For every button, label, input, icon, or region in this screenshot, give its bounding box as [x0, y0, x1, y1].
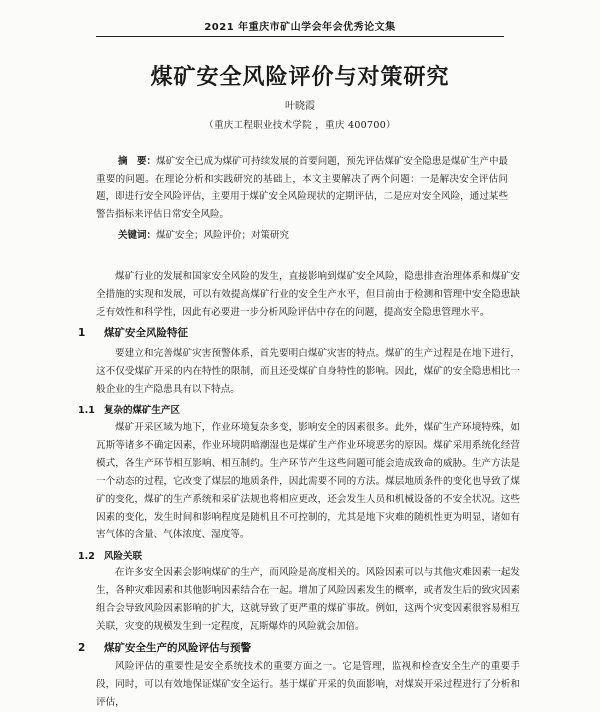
section-1-paragraph: 要建立和完善煤矿灾害预警体系，首先要明白煤矿灾害的特点。煤矿的生产过程是在地下进行，这不仅受煤矿开采的内在特性的限制，而且还受煤矿自身特性的影响。因此，煤矿的安全隐患相比一般企业的生产隐患具有以下特点。 — [96, 348, 520, 395]
intro-paragraph: 煤矿行业的发展和国家安全风险的发生，直接影响到煤矿安全风险，隐患排查治理体系和煤矿安全措施的实现和发展，可以有效提高煤矿行业的安全生产水平，但目前由于检测和管理中安全隐患缺乏有效性和科学性，因此有必要进一步分析风险评估中存在的问题，提高安全隐患管理水平。 — [96, 271, 520, 318]
abstract-label: 摘 要： — [118, 156, 157, 167]
section-1-1-heading — [78, 402, 180, 416]
section-number: 1.1 — [78, 405, 95, 416]
keywords-label: 关键词： — [118, 230, 157, 241]
section-number: 1.2 — [78, 551, 95, 562]
abstract — [96, 153, 508, 223]
section-1-1-paragraph: 煤矿开采区域为地下，作业环境复杂多变，影响安全的因素很多。此外，煤矿生产环境特殊，如瓦斯等诸多不确定因素，作业环境阴暗潮湿也是煤矿生产作业环境恶劣的原因。煤矿采用系统化经营模式，各生产环节相互影响、相互制约。生产环节产生这些问题可能会造成致命的威胁。生产方法是一个动态的过程，它改变了煤层的地质条件，因此需要不同的方法。煤层地质条件的变化也导致了煤矿的变化，煤矿的生产系统和采矿法规也将相应更改，还会发生人员和机械设备的不安全状况。这些因素的变化，发生时间和影响程度是随机且不可控制的，尤其是地下灾难的随机性更为明显，诸如有害气体的含量、气体浓度、湿度等。 — [96, 422, 520, 541]
section-2-heading — [78, 640, 251, 655]
section-2-paragraph: 风险评估的重要性是安全系统技术的重要方面之一。它是管理，监视和检查安全生产的重要手段，同时，可以有效地保证煤矿安全运行。基于煤矿开采的负面影响，对煤炭开采过程进行了分析和评估， — [96, 661, 520, 708]
author: 叶晓霞 — [285, 101, 315, 112]
abstract-text: 煤矿安全已成为煤矿可持续发展的首要问题，预先评估煤矿安全隐患是煤矿生产中最重要的问题。在理论分析和实践研究的基础上，本文主要解决了两个问题：一是解决安全评估问题，即进行安全风险评估，主要用于煤矿安全风险现状的定期评估，二是应对安全风险，通过某些警告指标来评估日常安全风险。 — [96, 156, 508, 220]
section-title: 煤矿安全风险特征 — [104, 327, 188, 339]
section-title: 煤矿安全生产的风险评估与预警 — [104, 642, 251, 654]
section-1-2-heading — [78, 548, 142, 562]
affiliation: （重庆工程职业技术学院 ，重庆 400700） — [204, 120, 396, 131]
section-title: 复杂的煤矿生产区 — [104, 405, 181, 416]
section-title: 风险关联 — [104, 551, 143, 562]
section-number: 1 — [78, 327, 86, 339]
section-number: 2 — [78, 642, 86, 654]
section-1-2-paragraph: 在许多安全因素会影响煤矿的生产，而风险是高度相关的。风险因素可以与其他灾难因素一起发生，各种灾难因素和其他影响因素结合在一起。增加了风险因素发生的概率，或者发生后的致灾因素组合会导致风险因素影响的扩大，这就导致了更严重的煤矿事故。例如，这两个灾变因素很容易相互关联，灾变的规模发生到一定程度，瓦斯爆炸的风险就会加倍。 — [96, 567, 520, 632]
keywords-text: 煤矿安全；风险评价；对策研究 — [156, 230, 290, 241]
section-1-heading — [78, 325, 188, 340]
paper-title: 煤矿安全风险评价与对策研究 — [150, 65, 450, 90]
running-head: 2021 年重庆市矿山学会年会优秀论文集 — [96, 18, 504, 37]
keywords — [118, 227, 289, 241]
